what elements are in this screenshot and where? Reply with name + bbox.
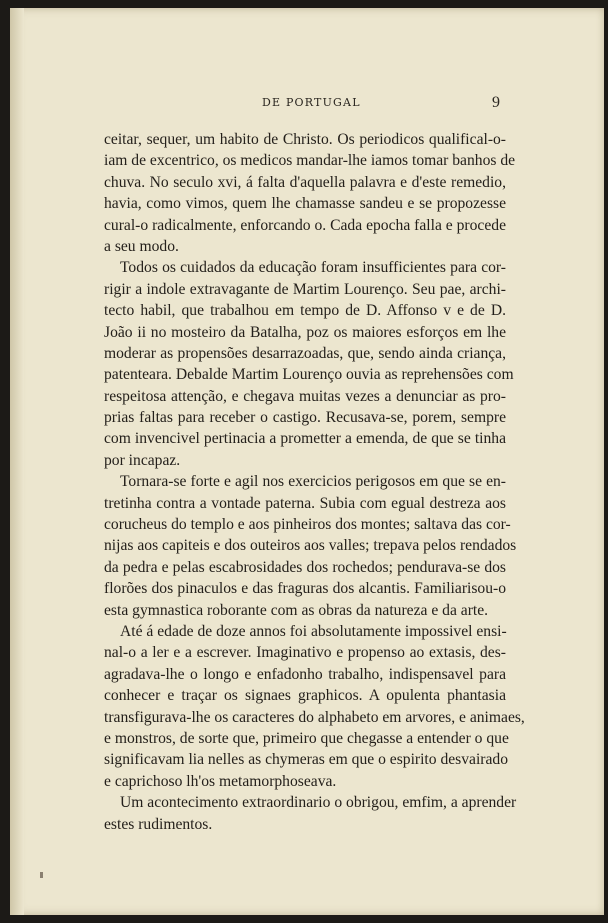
- paragraph-first-line: Tornara-se forte e agil nos exercicios perigosos em que se en-: [120, 473, 506, 491]
- text-line: rigir a indole extravagante de Martim Lourenço. Seu pae, archi-: [104, 280, 506, 298]
- text-line: com invencivel pertinacia a prometter a emenda, de que se tinha: [104, 430, 506, 448]
- text-line: havia, como vimos, quem lhe chamasse sandeu e se propozesse: [104, 195, 506, 213]
- text-line: chuva. No seculo xvi, á falta d'aquella palavra e d'este remedio,: [104, 173, 506, 191]
- text-line: transfigurava-lhe os caracteres do alphabeto em arvores, e animaes,: [104, 708, 525, 726]
- text-line: corucheus do templo e aos pinheiros dos montes; saltava das cor-: [104, 516, 511, 534]
- text-line: e caprichoso lh'os metamorphoseava.: [104, 772, 337, 790]
- text-line: da pedra e pelas escabrosidades dos rochedos; pendurava-se dos: [104, 558, 506, 576]
- text-line: estes rudimentos.: [104, 815, 213, 833]
- paragraph-first-line: Até á edade de doze annos foi absolutamente impossivel ensi-: [120, 622, 507, 640]
- text-line: nal-o a ler e a escrever. Imaginativo e propenso ao extasis, des-: [104, 644, 506, 662]
- text-line: patenteara. Debalde Martim Lourenço ouvia as reprehensões com: [104, 366, 514, 384]
- text-line: João ii no mosteiro da Batalha, poz os maiores esforços em lhe: [104, 323, 506, 341]
- paragraph-first-line: Um acontecimento extraordinario o obrigou, emfim, a aprender: [120, 794, 517, 812]
- running-title: DE PORTUGAL: [262, 96, 361, 109]
- text-line: conhecer e traçar os signaes graphicos. A opulenta phantasia: [104, 687, 506, 705]
- running-header: [0, 96, 608, 116]
- text-line: e monstros, de sorte que, primeiro que chegasse a entender o que: [104, 729, 509, 747]
- page-speck: [40, 872, 43, 878]
- text-line: florões dos pinaculos e das fraguras dos alcantis. Familiarisou-o: [104, 580, 506, 598]
- text-line: cural-o radicalmente, enforcando o. Cada epocha falla e procede: [104, 216, 506, 234]
- text-line: agradava-lhe o longo e enfadonho trabalho, indispensavel para: [104, 665, 506, 683]
- text-line: moderar as propensões desarrazoadas, que, sendo ainda criança,: [104, 344, 506, 362]
- text-line: significavam lia nelles as chymeras em que o espirito desvairado: [104, 751, 509, 769]
- paragraph-first-line: Todos os cuidados da educação foram insufficientes para cor-: [120, 259, 506, 277]
- page-gutter-shadow: [10, 8, 24, 915]
- page-number: 9: [492, 94, 500, 111]
- text-line: prias faltas para receber o castigo. Recusava-se, porem, sempre: [104, 409, 506, 427]
- text-line: tecto habil, que trabalhou em tempo de D. Affonso v e de D.: [104, 302, 506, 320]
- text-line: tretinha contra a vontade paterna. Subia com egual destreza aos: [104, 494, 506, 512]
- text-line: a seu modo.: [104, 237, 179, 255]
- body-text: [104, 129, 525, 835]
- text-line: respeitosa attenção, e chegava muitas vezes a denunciar as pro-: [104, 387, 506, 405]
- text-line: ceitar, sequer, um habito de Christo. Os periodicos qualifical-o-: [104, 131, 506, 148]
- text-line: esta gymnastica roborante com as obras da natureza e da arte.: [104, 601, 489, 619]
- text-line: iam de excentrico, os medicos mandar-lhe iamos tomar banhos de: [104, 152, 516, 170]
- text-line: nijas aos capiteis e dos outeiros aos valles; trepava pelos rendados: [104, 537, 517, 555]
- text-line: por incapaz.: [104, 451, 181, 469]
